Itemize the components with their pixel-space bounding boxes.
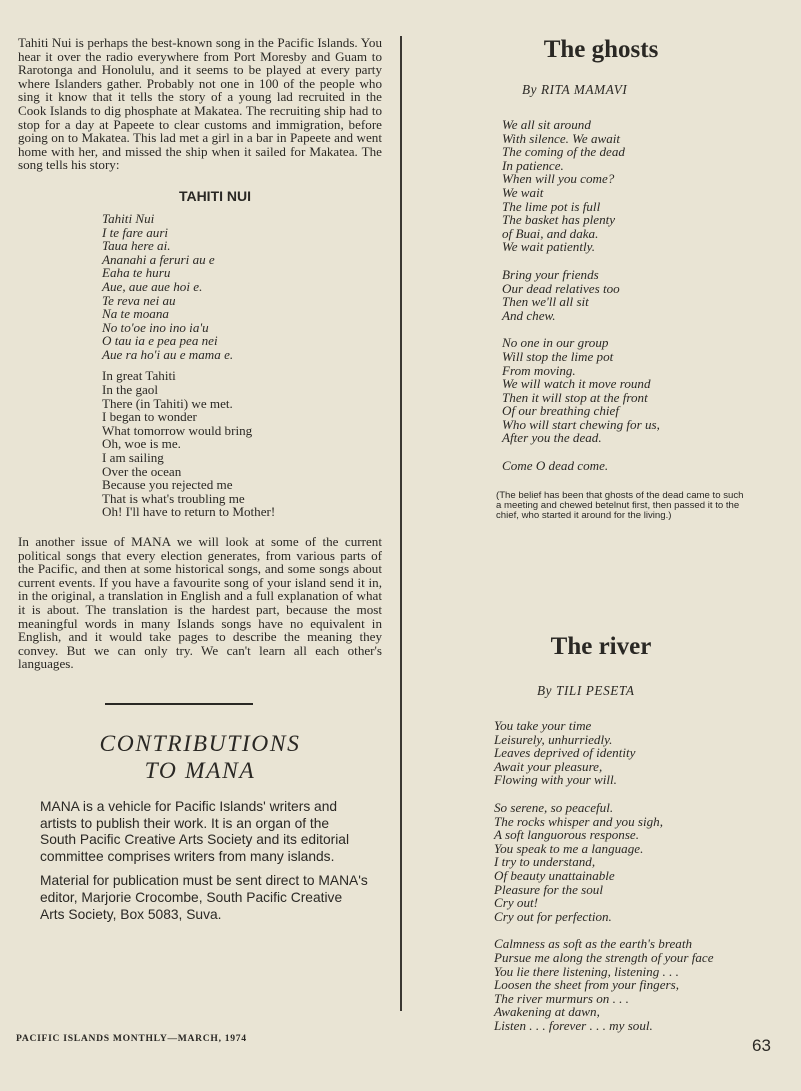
poem-line: And chew. [502, 307, 556, 323]
poem-line: Listen . . . forever . . . my soul. [494, 1017, 653, 1033]
poem-line: Bring your friends [502, 266, 599, 282]
river-poem-section [416, 633, 786, 1032]
ghosts-poem-title: The ghosts [543, 36, 659, 63]
left-column [18, 36, 382, 923]
lyric-line: O tau ia e pea pea nei [102, 333, 218, 349]
lyric-line: That is what's troubling me [102, 490, 245, 506]
section-divider-rule [105, 703, 253, 705]
poem-line: The lime pot is full [502, 198, 601, 214]
lyric-line: Aue ra ho'i au e mama e. [102, 346, 234, 362]
poem-line: After you the dead. [502, 430, 602, 446]
contributions-body [18, 799, 382, 923]
poem-line: Cry out for perfection. [494, 908, 612, 924]
poem-line: The coming of the dead [502, 144, 625, 160]
lyric-line: In the gaol [102, 382, 158, 398]
poem-line: We all sit around [502, 117, 591, 132]
river-poem [494, 719, 786, 1032]
river-poem-title: The river [550, 633, 652, 660]
poem-line: Our dead relatives too [502, 280, 620, 296]
poem-line: In patience. [502, 157, 564, 173]
lyric-line: Taua here ai. [102, 238, 171, 254]
poem-line: Leaves deprived of identity [494, 745, 636, 761]
ghosts-footnote: (The belief has been that ghosts of the dead came to such a meeting and chewed betelnut first, then passed it to the chief, who started it around for the living.) [496, 489, 744, 521]
poem-line: I try to understand, [494, 854, 596, 870]
lyric-line: Over the ocean [102, 463, 182, 479]
poem-line: From moving. [502, 362, 576, 378]
publication-footer: PACIFIC ISLANDS MONTHLY—MARCH, 1974 [16, 1033, 247, 1044]
poem-line: We wait patiently. [502, 239, 595, 255]
poem-stanza [502, 268, 786, 322]
poem-line: Loosen the sheet from your fingers, [494, 977, 679, 993]
poem-line: You take your time [494, 718, 592, 733]
lyric-line: Na te moana [102, 306, 169, 322]
poem-line: Then we'll all sit [502, 294, 589, 310]
lyric-line: There (in Tahiti) we met. [102, 395, 233, 411]
poem-stanza [494, 937, 786, 1032]
right-column [416, 36, 786, 521]
poem-line: So serene, so peaceful. [494, 799, 614, 815]
intro-section [18, 36, 382, 172]
poem-line: Pursue me along the strength of your face [494, 949, 714, 965]
poem-line: The rocks whisper and you sigh, [494, 813, 663, 829]
lyric-line: Because you rejected me [102, 477, 233, 493]
poem-line: Flowing with your will. [494, 772, 617, 788]
lyric-line: Te reva nei au [102, 292, 176, 308]
outro-paragraph: In another issue of MANA we will look at some of the current political songs that every election generates, from various parts of the Pacific, and then at some historical songs, and some songs about current events. If you have a favourite song of your island send it in, in the original, a translation in English and a full explanation of what it is about. The translation is the hardest part, because the most meaningful words in many Islands songs have no equivalent in English, and it would take pages to describe the meaning they convey. But we can only try. We can't learn all each other's languages. [18, 534, 382, 672]
poem-line: No one in our group [502, 335, 609, 351]
poem-line: We will watch it move round [502, 376, 651, 392]
contributions-paragraph-2: Material for publication must be sent direct to MANA's editor, Marjorie Crocombe, South Pacific Creative Arts Society, Box 5083, Suva. [40, 873, 368, 922]
lyric-line: Oh, woe is me. [102, 436, 181, 452]
poem-line: You lie there listening, listening . . . [494, 963, 679, 979]
poem-stanza [502, 118, 786, 254]
song-tahitian-lyrics [102, 212, 382, 362]
poem-line: Pleasure for the soul [494, 881, 603, 897]
poem-stanza [494, 719, 786, 787]
outro-section [18, 535, 382, 671]
lyric-line: I began to wonder [102, 409, 197, 425]
song-title: TAHITI NUI [178, 187, 252, 204]
poem-stanza [502, 336, 786, 445]
poem-line: We wait [502, 184, 544, 200]
poem-line: Cry out! [494, 895, 539, 911]
poem-line: Calmness as soft as the earth's breath [494, 936, 692, 952]
contributions-paragraph-1: MANA is a vehicle for Pacific Islands' writers and artists to publish their work. It is an organ of the South Pacific Creative Arts Society and its editorial committee comprises writers from many islands. [40, 798, 350, 864]
poem-line: Who will start chewing for us, [502, 416, 660, 432]
poem-line: of Buai, and daka. [502, 225, 599, 241]
poem-stanza [494, 801, 786, 923]
lyric-line: Oh! I'll have to return to Mother! [102, 504, 276, 520]
column-divider [400, 36, 402, 1011]
poem-line: You speak to me a language. [494, 840, 644, 856]
poem-line: Come O dead come. [502, 458, 609, 474]
contributions-heading-line2: TO MANA [144, 757, 256, 784]
lyric-line: Tahiti Nui [102, 210, 155, 226]
poem-line: When will you come? [502, 171, 615, 187]
poem-line: Leisurely, unhurriedly. [494, 731, 613, 747]
contributions-heading [18, 731, 382, 785]
lyric-line: Eaha te huru [102, 265, 171, 281]
poem-line: Awakening at dawn, [494, 1004, 600, 1020]
poem-line: Will stop the lime pot [502, 348, 614, 364]
lyric-line: What tomorrow would bring [102, 422, 253, 438]
lyric-line: No to'oe ino ino ia'u [102, 319, 209, 335]
poem-stanza [502, 459, 786, 473]
lyric-line: I te fare auri [102, 224, 169, 240]
intro-paragraph: Tahiti Nui is perhaps the best-known song in the Pacific Islands. You hear it over the radio everywhere from Port Moresby and Guam to Rarotonga and Honolulu, and it seems to be played at every party where Islanders gather. Probably not one in 100 of the people who sing it know that it tells the story of a young lad recruited in the Cook Islands to dig phosphate at Makatea. The recruiting ship had to stop for a day at Papeete to clear customs and immigration, before going on to Makatea. This lad met a girl in a bar in Papeete and went home with her, and missed the ship when it sailed for Makatea. The song tells his story: [18, 35, 382, 173]
contributions-heading-line1: CONTRIBUTIONS [99, 730, 301, 757]
song-english-lyrics [102, 369, 382, 519]
poem-line: The basket has plenty [502, 212, 616, 228]
river-byline: By TILI PESETA [537, 683, 635, 698]
poem-line: Of beauty unattainable [494, 867, 615, 883]
lyric-line: Aue, aue aue hoi e. [102, 278, 203, 294]
poem-line: Then it will stop at the front [502, 389, 648, 405]
poem-line: Await your pleasure, [494, 758, 603, 774]
poem-line: The river murmurs on . . . [494, 990, 629, 1006]
ghosts-poem [502, 118, 786, 473]
lyric-line: Ananahi a feruri au e [102, 251, 215, 267]
lyric-line: I am sailing [102, 450, 164, 466]
page-number: 63 [752, 1036, 771, 1055]
poem-line: Of our breathing chief [502, 403, 619, 419]
poem-line: A soft languorous response. [494, 827, 640, 843]
poem-line: With silence. We await [502, 130, 621, 146]
ghosts-byline: By RITA MAMAVI [522, 82, 628, 97]
lyric-line: In great Tahiti [102, 368, 176, 384]
